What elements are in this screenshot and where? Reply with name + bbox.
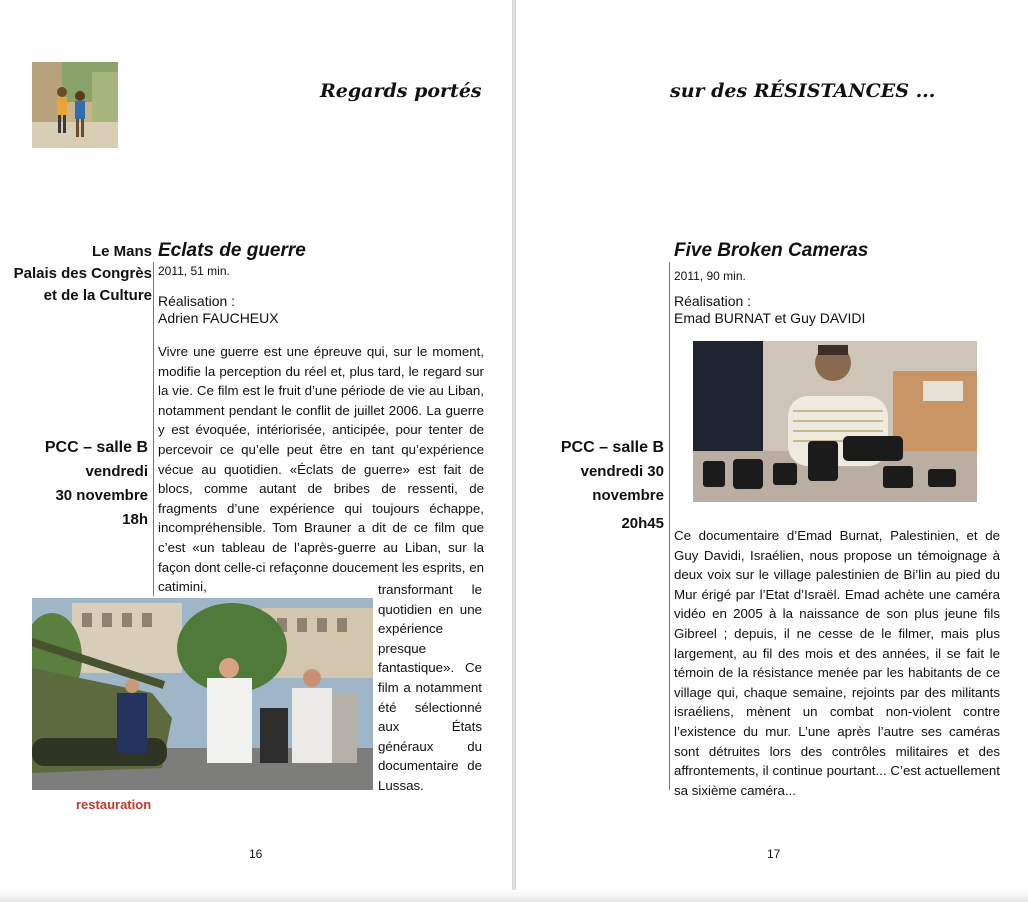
left-screening-room: PCC – salle B bbox=[44, 439, 148, 456]
left-screening-block bbox=[45, 436, 148, 532]
left-film-description-wrap: transformant le quotidien en une expérience presque fantastique». Ce film a notamment été sélectionné aux États généraux du documentaire de Lussas. bbox=[378, 582, 482, 793]
left-film-title: Eclats de guerre bbox=[158, 240, 306, 261]
right-screening-block bbox=[561, 436, 664, 536]
venue-line-2: Palais des Congrès bbox=[13, 265, 152, 282]
left-screening-time: 18h bbox=[122, 511, 148, 528]
left-header-title: Regards portés bbox=[320, 80, 482, 102]
right-direction-label: Réalisation : bbox=[674, 293, 752, 309]
right-page bbox=[516, 0, 1028, 902]
left-page bbox=[0, 0, 512, 902]
right-page-number: 17 bbox=[767, 847, 781, 861]
right-film-title: Five Broken Cameras bbox=[674, 240, 869, 261]
right-column-rule bbox=[669, 262, 670, 790]
right-header-title: sur des RÉSISTANCES ... bbox=[670, 80, 936, 102]
bottom-edge-shadow bbox=[0, 890, 1028, 902]
left-page-number: 16 bbox=[249, 847, 263, 861]
left-director: Adrien FAUCHEUX bbox=[158, 310, 279, 326]
left-screening-date: 30 novembre bbox=[55, 487, 148, 504]
right-screening-day: vendredi 30 bbox=[580, 463, 664, 480]
left-direction-label: Réalisation : bbox=[158, 293, 236, 309]
left-column-rule bbox=[153, 262, 154, 596]
right-screening-time: 20h45 bbox=[621, 515, 664, 532]
right-film-year-duration: 2011, 90 min. bbox=[674, 269, 746, 283]
left-film-year-duration: 2011, 51 min. bbox=[158, 264, 230, 278]
broken-cameras-photo bbox=[693, 341, 977, 502]
right-screening-room: PCC – salle B bbox=[560, 439, 664, 456]
left-film-description: Vivre une guerre est une épreuve qui, sur le moment, modifie la perception du réel et, plus tard, le regard sur la vie. Ce film est le fruit d’une période de vie au Liban, notamment pendant le conflit de juillet 2006. La guerre y est évoquée, intériorisée, anticipée, pour tenter de percevoir ce qu’elle peut être en tant qu’expérience vécue au quotidien. «Éclats de guerre» est fait de blocs, comme autant de bribes de ressenti, de fragments d’une expérience qui toujours échappe, incompréhensible. Tom Brauner a dit de ce film que c’est «un tableau de l’après-guerre au Liban, sur la façon dont celle-ci refaçonne doucement les esprits, en catimini, bbox=[158, 344, 484, 595]
right-screening-date: novembre bbox=[592, 487, 664, 504]
photo-caption: restauration bbox=[76, 797, 152, 812]
left-screening-day: vendredi bbox=[85, 463, 148, 480]
venue-line-1: Le Mans bbox=[91, 243, 152, 260]
venue-block bbox=[14, 241, 152, 307]
right-film-description: Ce documentaire d’Emad Burnat, Palestinien, et de Guy Davidi, Israélien, nous propose un témoignage à deux voix sur le village palestinien de Bi’lin au pied du Mur érigé par l’Etat d’Israël. Emad achète une caméra vidéo en 2005 à la naissance de son plus jeune fils Gibreel ; depuis, il ne cesse de le filmer, mais plus largement, au fil des mois et des années, il se fait le témoin de la résistance menée par les habitants de ce village qui, chaque semaine, rejoints par des militants israéliens, mènent un combat non-violent contre l’existence du mur. L’une après l’autre ses caméras sont détruites lors des contrôles militaires et des affrontements, il continue pourtant... C’est actuellement sa sixième caméra... bbox=[674, 528, 1000, 798]
venue-line-3: et de la Culture bbox=[43, 287, 152, 304]
right-director: Emad BURNAT et Guy DAVIDI bbox=[674, 310, 866, 326]
tank-parade-photo bbox=[32, 598, 373, 790]
children-thumbnail-photo bbox=[32, 62, 118, 148]
